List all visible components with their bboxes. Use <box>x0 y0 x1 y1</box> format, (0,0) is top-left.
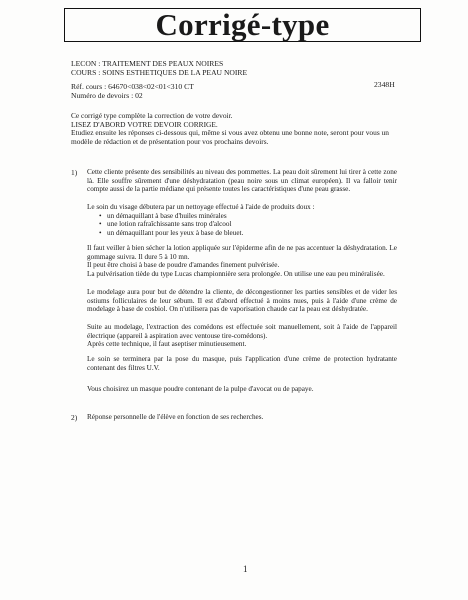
intro-block <box>71 112 401 146</box>
lecon-line: LECON : TRAITEMENT DES PEAUX NOIRES <box>71 59 224 68</box>
answer-1-cleansing <box>87 203 397 237</box>
page-number: 1 <box>243 564 248 574</box>
intro-line-2: LISEZ D'ABORD VOTRE DEVOIR CORRIGE. <box>71 119 218 129</box>
answer-1-drying: Il faut veiller à bien sécher la lotion appliquée sur l'épiderme afin de ne pas accentuer la déshydratation. Le gommage suivra. Il dure 5 à 10 mn. Il peut être choisi à base de poudre d'amandes finement pulvérisée. La pulvérisation tiède du type Lucas championnière sera prolongée. On utilise une eau peu minéralisée. <box>87 244 397 278</box>
title-box <box>64 8 421 42</box>
devoir-number-line: Numéro de devoirs : 02 <box>71 91 143 100</box>
document-title: Corrigé-type <box>155 7 330 42</box>
answer-1-paragraph-1: Cette cliente présente des sensibilités au niveau des pommettes. La peau doit sûrement lui tirer à cette zone là. Elle souffre sûrement d'une déshydratation (peau noire sous un climat européen). Il va falloir tenir compte aussi de la partie médiane qui présente toutes les caractéristiques d'une peau grasse. <box>87 168 397 194</box>
answer-1-mask-choice: Vous choisirez un masque poudre contenant de la pulpe d'avocat ou de papaye. <box>87 385 314 393</box>
reference-line: Réf. cours : 64670<038<02<01<310 CT <box>71 82 194 91</box>
intro-line-3: Etudiez ensuite les réponses ci-dessous qui, même si vous avez obtenu une bonne note, seront pour vous un modèle de rédaction et de présentation pour vos prochains devoirs. <box>71 128 389 146</box>
question-1-number: 1) <box>71 168 78 177</box>
list-item: • une lotion rafraîchissante sans trop d'alcool <box>99 220 397 229</box>
list-item: • un démaquillant pour les yeux à base de bleuet. <box>99 229 397 238</box>
answer-1-mask: Le soin se terminera par la pose du masque, puis l'application d'une crème de protection hydratante contenant des filtres U.V. <box>87 355 397 372</box>
answer-1-massage: Le modelage aura pour but de détendre la cliente, de décongestionner les parties sensibles et de vider les ostiums folliculaires de leur sébum. Il est d'abord effectué à moins nues, puis à l'aide d'une crème de modelage à base de cosbiol. On n'utilisera pas de vaporisation chaude car la peau est déshydratée. <box>87 288 397 314</box>
cours-line: COURS : SOINS ESTHETIQUES DE LA PEAU NOIRE <box>71 68 248 77</box>
answer-1-extraction: Suite au modelage, l'extraction des comédons est effectuée soit manuellement, soit à l'aide de l'appareil électrique (appareil à aspiration avec ventouse tire-comédons). Après cette technique, il faut aseptiser minutieusement. <box>87 323 397 349</box>
question-2-number: 2) <box>71 413 78 422</box>
reference-code: 2348H <box>374 80 395 89</box>
intro-line-1: Ce corrigé type complète la correction de votre devoir. <box>71 111 233 120</box>
answer-2: Réponse personnelle de l'élève en fonction de ses recherches. <box>87 413 264 421</box>
product-list <box>87 212 397 238</box>
cleansing-intro: Le soin du visage débutera par un nettoyage effectué à l'aide de produits doux : <box>87 203 315 211</box>
list-item: • un démaquillant à base d'huiles minérales <box>99 212 397 221</box>
